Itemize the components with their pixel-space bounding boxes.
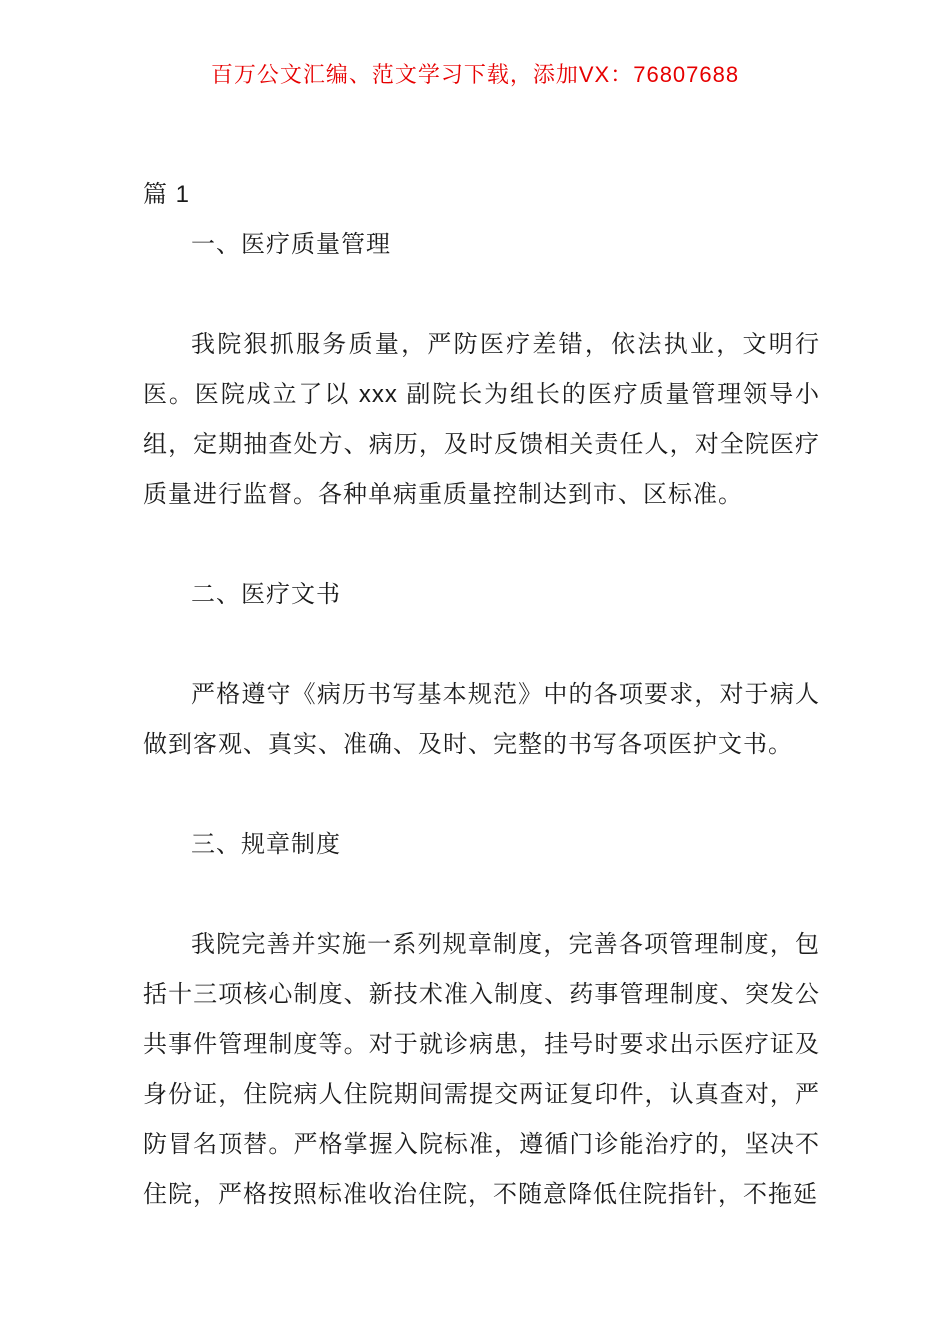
watermark-notice: 百万公文汇编、范文学习下载，添加VX：76807688 <box>210 62 740 87</box>
section-heading-medical-quality: 一、医疗质量管理 <box>191 231 391 258</box>
section-paragraph: 严格遵守《病历书写基本规范》中的各项要求，对于病人做到客观、真实、准确、及时、完整的书写各项医护文书。 <box>143 681 820 758</box>
article-label: 篇 1 <box>143 181 191 208</box>
section-heading-rules-regulations: 三、规章制度 <box>191 831 341 858</box>
section-heading-medical-records: 二、医疗文书 <box>191 581 341 608</box>
section-paragraph: 我院完善并实施一系列规章制度，完善各项管理制度，包括十三项核心制度、新技术准入制度、药事管理制度、突发公共事件管理制度等。对于就诊病患，挂号时要求出示医疗证及身份证，住院病人住院期间需提交两证复印件，认真查对，严防冒名顶替。严格掌握入院标准，遵循门诊能治疗的，坚决不住院，严格按照标准收治住院，不随意降低住院指针，不拖延 <box>143 931 820 1208</box>
section-paragraph: 我院狠抓服务质量，严防医疗差错，依法执业，文明行医。医院成立了以 xxx 副院长为组长的医疗质量管理领导小组，定期抽查处方、病历，及时反馈相关责任人，对全院医疗质量进行监督。各种单病重质量控制达到市、区标准。 <box>143 331 820 508</box>
document-body <box>143 170 820 1220</box>
